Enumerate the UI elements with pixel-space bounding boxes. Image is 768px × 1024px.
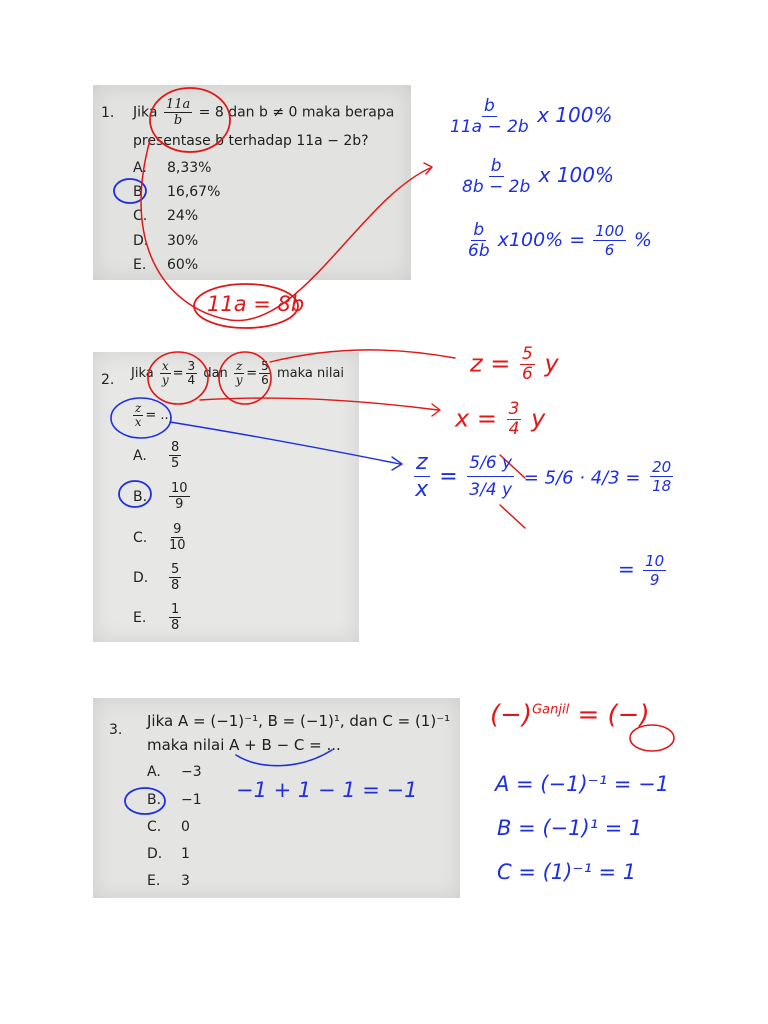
question-number: 1. xyxy=(101,105,115,121)
option-letter: C. xyxy=(147,819,162,835)
question-3-line-2: maka nilai A + B − C = ... xyxy=(147,736,341,754)
fraction-numerator: b xyxy=(490,156,502,176)
fraction-numerator: b xyxy=(483,96,495,116)
fraction-denominator: 9 xyxy=(175,497,184,512)
question-text: Jika xyxy=(133,104,158,121)
note-q3-b: B = (−1)¹ = 1 xyxy=(497,816,643,840)
question-text: = ... xyxy=(145,408,173,423)
note-text: = (−) xyxy=(577,700,650,730)
equals-sign: = xyxy=(246,366,258,381)
note-text: y xyxy=(544,349,559,378)
red-arrow-x xyxy=(200,398,438,410)
note-text: = 5/6 · 4/3 = xyxy=(523,467,641,489)
option-letter: A. xyxy=(133,447,147,464)
note-text: z = xyxy=(470,349,511,378)
note-fraction xyxy=(468,220,490,261)
fraction-denominator: 18 xyxy=(652,477,672,495)
option-value: 8,33% xyxy=(167,160,212,176)
note-fraction xyxy=(507,400,522,439)
question-3-line-1: Jika A = (−1)⁻¹, B = (−1)¹, dan C = (1)⁻¹ xyxy=(147,712,451,730)
fraction-numerator: 10 xyxy=(645,552,665,570)
note-text: x = xyxy=(455,404,497,433)
fraction-denominator: x xyxy=(134,415,142,429)
fraction-denominator: 11a − 2b xyxy=(450,117,529,137)
option-letter: E. xyxy=(133,609,147,626)
equals-sign: = xyxy=(618,557,635,581)
fraction-denominator: 4 xyxy=(508,419,520,439)
note-q1-fraction-3 xyxy=(466,220,652,261)
note-q3-c: C = (1)⁻¹ = 1 xyxy=(497,860,637,884)
option-letter: A. xyxy=(147,764,161,780)
fraction-numerator: 5 xyxy=(521,344,533,364)
note-text: y xyxy=(531,404,546,433)
note-q1-substitution: 11a = 8b xyxy=(207,292,305,316)
equals-sign: = xyxy=(439,464,458,490)
fraction-numerator: 10 xyxy=(171,481,188,496)
question-text: dan xyxy=(203,366,228,381)
fraction-denominator: 6 xyxy=(604,241,615,259)
note-q1-fraction-2 xyxy=(460,156,614,197)
blue-arrow-to-work xyxy=(170,422,400,464)
fraction-numerator: x xyxy=(161,359,169,373)
option-letter: B. xyxy=(147,792,162,808)
fraction-numerator: 9 xyxy=(173,522,182,537)
fraction-denominator: 3/4 y xyxy=(469,480,513,500)
fraction-denominator: 10 xyxy=(169,538,186,553)
fraction-numerator: 8 xyxy=(171,440,180,455)
fraction-numerator: 20 xyxy=(652,458,672,476)
option-letter: E. xyxy=(133,257,147,273)
note-q2-z xyxy=(470,345,559,384)
red-circle-z-over-y xyxy=(219,352,271,404)
option-letter: E. xyxy=(147,873,161,889)
fraction-denominator: 4 xyxy=(187,373,196,387)
fraction-denominator: x xyxy=(415,477,429,502)
option-letter: D. xyxy=(133,233,149,249)
note-fraction xyxy=(520,345,535,384)
fraction-numerator: z xyxy=(416,450,428,475)
note-fraction xyxy=(650,458,673,495)
fraction-numerator: 100 xyxy=(595,222,624,240)
fraction-numerator: 3 xyxy=(187,359,196,373)
note-q3-a: A = (−1)⁻¹ = −1 xyxy=(495,772,670,796)
option-value: 24% xyxy=(167,208,199,224)
option-value: −1 xyxy=(181,792,202,808)
note-q1-fraction-1 xyxy=(448,96,612,137)
note-fraction xyxy=(467,450,514,503)
fraction-denominator: 9 xyxy=(649,571,660,589)
option-value: 1 xyxy=(181,846,190,862)
option-value: 60% xyxy=(167,257,199,273)
note-fraction xyxy=(414,450,430,503)
fraction-numerator: 3 xyxy=(508,399,520,419)
note-text: % xyxy=(633,229,652,251)
question-text: Jika xyxy=(131,366,154,381)
question-1-line-2: presentase b terhadap 11a − 2b? xyxy=(133,133,369,149)
fraction-numerator: z xyxy=(235,359,243,373)
fraction-numerator: 11a xyxy=(165,97,191,112)
option-letter: C. xyxy=(133,208,148,224)
question-number: 3. xyxy=(109,722,123,738)
blue-underline xyxy=(236,750,332,766)
note-fraction xyxy=(643,552,666,589)
question-number: 2. xyxy=(101,372,115,388)
question-text: = 8 dan b ≠ 0 maka berapa xyxy=(198,104,395,121)
fraction-numerator: 1 xyxy=(171,602,180,617)
fraction-denominator: 6 xyxy=(261,373,269,387)
note-exponent: Ganjil xyxy=(532,702,570,718)
fraction-denominator: 8 xyxy=(171,578,180,593)
note-text: (−) xyxy=(490,700,533,730)
fraction-denominator: 6 xyxy=(521,364,533,384)
note-text: x 100% xyxy=(537,103,613,127)
option-value: −3 xyxy=(181,764,202,780)
option-letter: B. xyxy=(133,488,148,505)
red-arrow-z xyxy=(270,350,455,362)
option-letter: B. xyxy=(133,184,148,200)
red-circle-fraction xyxy=(150,88,230,152)
option-letter: A. xyxy=(133,160,147,176)
red-circle-x-over-y xyxy=(148,352,208,404)
note-fraction xyxy=(462,156,530,197)
option-letter: D. xyxy=(133,569,149,586)
note-text: x 100% xyxy=(538,163,614,187)
option-letter: C. xyxy=(133,529,148,546)
note-fraction xyxy=(450,96,529,137)
fraction-denominator: y xyxy=(235,373,243,387)
fraction-denominator: 8 xyxy=(171,618,180,633)
note-result xyxy=(593,222,626,259)
fraction-numerator: z xyxy=(135,401,142,415)
fraction-denominator: b xyxy=(173,113,183,128)
blue-circle-option-b xyxy=(119,481,151,507)
question-text: maka nilai xyxy=(276,366,345,381)
note-q2-result xyxy=(618,552,668,589)
fraction-denominator: y xyxy=(161,373,169,387)
note-q3-rule xyxy=(490,700,650,730)
option-value: 16,67% xyxy=(167,184,221,200)
fraction-denominator: 8b − 2b xyxy=(462,177,531,197)
blue-circle-z-over-x xyxy=(111,398,171,438)
option-letter: D. xyxy=(147,846,163,862)
option-value: 3 xyxy=(181,873,190,889)
fraction-denominator: 5 xyxy=(171,456,180,471)
fraction-numerator: 5/6 y xyxy=(467,450,514,477)
note-q2-x xyxy=(455,400,545,439)
note-q3-sum: −1 + 1 − 1 = −1 xyxy=(236,778,418,802)
equals-sign: = xyxy=(172,366,184,381)
fraction-numerator: 5 xyxy=(171,562,180,577)
note-q2-work xyxy=(412,450,675,503)
fraction-denominator: 6b xyxy=(468,241,490,261)
option-value: 0 xyxy=(181,819,190,835)
option-value: 30% xyxy=(167,233,199,249)
note-text: x100% = xyxy=(497,229,586,251)
fraction-numerator: b xyxy=(473,220,485,240)
fraction-numerator: 5 xyxy=(261,359,269,373)
blue-circle-option-b xyxy=(125,788,165,814)
